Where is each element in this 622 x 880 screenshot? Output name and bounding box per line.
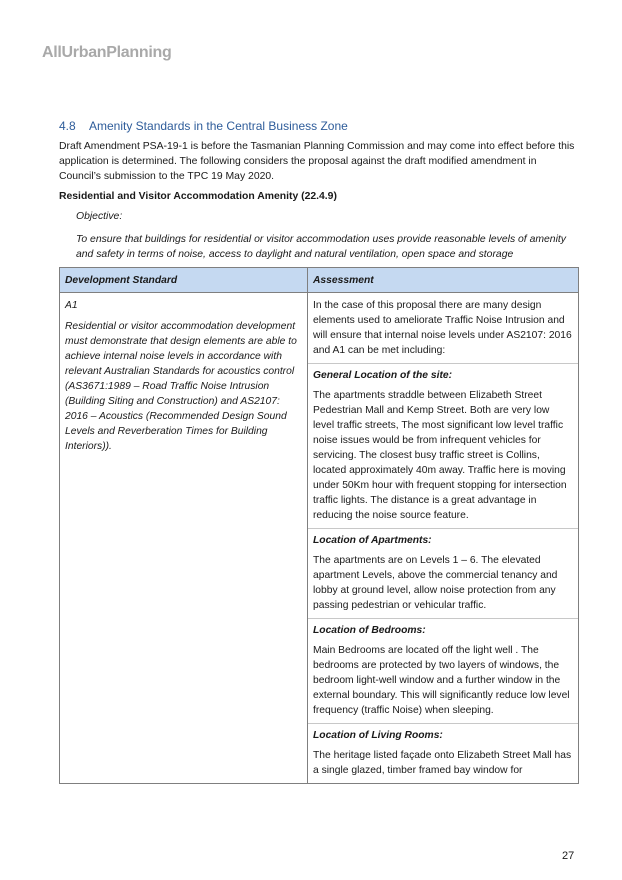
assessment-block-site <box>308 363 578 528</box>
assessment-intro-block <box>308 293 578 363</box>
assessment-block-bedrooms <box>308 618 578 723</box>
table-header-row <box>60 268 579 293</box>
assessment-heading: Location of Living Rooms: <box>313 730 443 741</box>
section-heading <box>59 119 348 133</box>
assessment-text: The apartments straddle between Elizabeth Street Pedestrian Mall and Kemp Street. Both are very low level traffic streets, The most significant low level traffic noise issues would be from infrequent vehicles for servicing. The closest busy traffic street is Collins, located approximately 40m away. Traffic here is moving under 50Km hour with frequent stopping for intersection traffic lights. The distance is a great advantage in reducing the noise source feature. <box>313 390 567 521</box>
assessment-text: The apartments are on Levels 1 – 6. The elevated apartment Levels, above the commercial tenancy and lobby at ground level, allow noise protection from any passing pedestrian or vehicular traffic. <box>313 555 558 611</box>
assessment-heading: General Location of the site: <box>313 370 453 381</box>
assessment-block-apartments <box>308 528 578 618</box>
page-number: 27 <box>562 850 575 862</box>
assessment-text: In the case of this proposal there are many design elements used to ameliorate Traffic Noise Intrusion and will ensure that internal noise levels under AS2107: 2016 and A1 can be met including: <box>313 300 572 356</box>
assessment-text: The heritage listed façade onto Elizabeth Street Mall has a single glazed, timber framed bay window for <box>313 750 572 776</box>
assessment-cell <box>308 293 579 784</box>
standards-table <box>59 267 579 784</box>
standard-text: Residential or visitor accommodation development must demonstrate that design elements are able to achieve internal noise levels in accordance with relevant Australian Standards for acoustics control (AS3671:1989 – Road Traffic Noise Intrusion (Building Siting and Construction) and AS2107: 2016 – Acoustics (Recommended Design Sound Levels and Reverberation Times for Building Interiors)). <box>65 321 297 452</box>
assessment-heading: Location of Apartments: <box>313 535 432 546</box>
assessment-block-living-rooms <box>308 723 578 783</box>
section-number: 4.8 <box>59 119 76 133</box>
subheading: Residential and Visitor Accommodation Amenity (22.4.9) <box>59 191 337 202</box>
standard-code: A1 <box>65 300 78 311</box>
development-standard-cell <box>60 293 308 784</box>
objective-text: To ensure that buildings for residential or visitor accommodation uses provide reasonable levels of amenity and safety in terms of noise, access to daylight and natural ventilation, open space and storage <box>76 234 566 260</box>
assessment-heading: Location of Bedrooms: <box>313 625 426 636</box>
header-assessment: Assessment <box>308 268 579 293</box>
table-row <box>60 293 579 784</box>
objective-label: Objective: <box>76 211 123 222</box>
company-logo: AllUrbanPlanning <box>42 44 172 61</box>
header-development-standard: Development Standard <box>60 268 308 293</box>
section-title: Amenity Standards in the Central Business Zone <box>89 119 348 133</box>
assessment-text: Main Bedrooms are located off the light well . The bedrooms are protected by two layers of windows, the bedroom light-well window and a further window in the external boundary. This will significantly reduce low level frequency (traffic Noise) when sleeping. <box>313 645 570 716</box>
intro-paragraph: Draft Amendment PSA-19-1 is before the Tasmanian Planning Commission and may come into effect before this application is determined. The following considers the proposal against the draft modified amendment in Council’s submission to the TPC 19 May 2020. <box>59 141 575 182</box>
